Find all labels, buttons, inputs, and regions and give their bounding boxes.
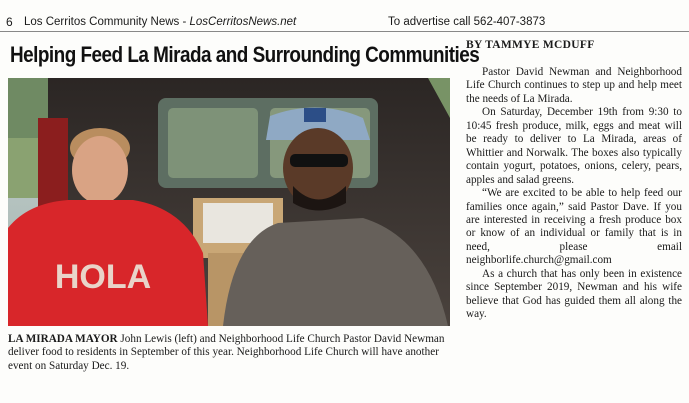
newspaper-name: [24, 16, 296, 28]
photo-illustration: [8, 78, 450, 326]
advertise-line: To advertise call 562-407-3873: [388, 16, 546, 28]
article-byline: BY TAMMYE MCDUFF: [466, 39, 595, 51]
photo-caption: [8, 333, 453, 373]
caption-lead: LA MIRADA MAYOR: [8, 333, 118, 345]
page-header: [0, 0, 689, 32]
newspaper-url: LosCerritosNews.net: [189, 16, 297, 28]
page-number: 6: [6, 15, 13, 29]
caption-text: John Lewis (left) and Neighborhood Life Church Pastor David Newman deliver food to residents in September of this year. Neighborhood Life Church will have another event on Saturday Dec. 19.: [8, 333, 445, 372]
shirt-text: HOLA: [54, 258, 152, 296]
newspaper-title: Los Cerritos Community News -: [24, 16, 190, 28]
news-photo: [8, 78, 450, 326]
article-body: [466, 66, 682, 322]
article-headline: Helping Feed La Mirada and Surrounding Communities: [10, 42, 480, 67]
article-paragraph: “We are excited to be able to help feed our families once again,” said Pastor Dave. If you are interested in receiving a fresh produce box or know of an individual or family that is in need, please email neighborlife.church@gmail.com: [466, 187, 682, 267]
article-paragraph: As a church that has only been in existence since September 2019, Newman and his wife believe that God has guided them all along the way.: [466, 267, 682, 321]
article-paragraph: On Saturday, December 19th from 9:30 to 10:45 fresh produce, milk, eggs and meat will be ready to deliver to La Mirada, areas of Whittier and Norwalk. The boxes also typically contain yogurt, potatoes, onions, celery, pears, apples and salad greens.: [466, 106, 682, 186]
article-paragraph: Pastor David Newman and Neighborhood Life Church continues to step up and help meet the needs of La Mirada.: [466, 66, 682, 105]
